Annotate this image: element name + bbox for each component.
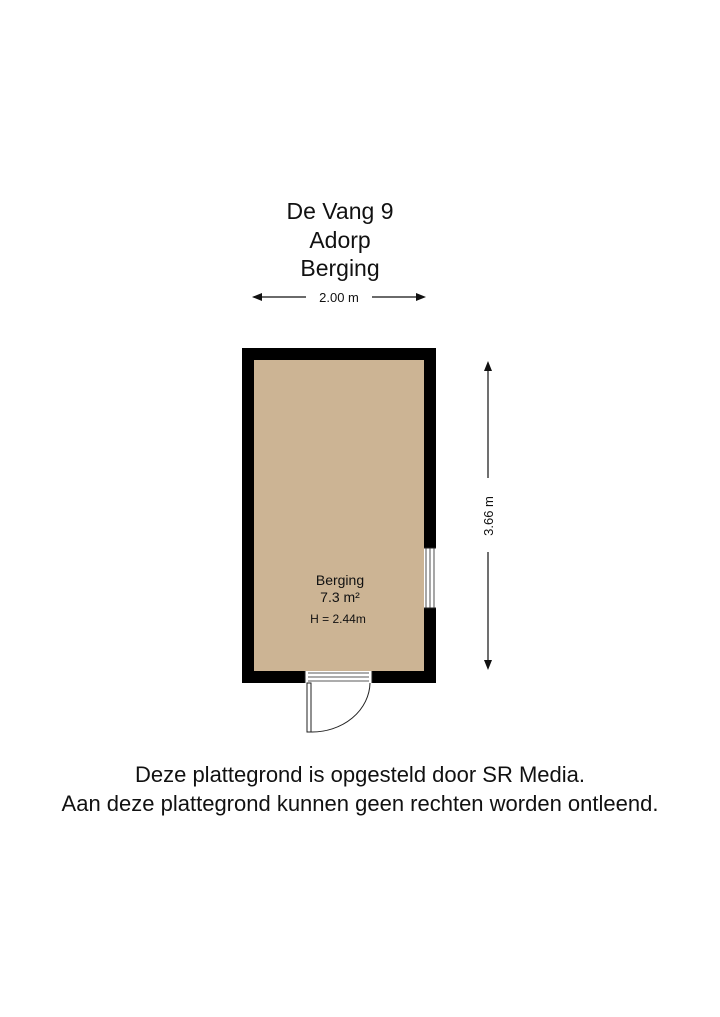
height-dimension	[481, 361, 496, 670]
arrow-right-icon	[416, 293, 426, 301]
disclaimer-line-1: Deze plattegrond is opgesteld door SR Media.	[134, 762, 586, 787]
city-title: Adorp	[309, 227, 371, 253]
room-ceiling-height: H = 2.44m	[310, 612, 366, 626]
arrow-down-icon	[484, 660, 492, 670]
room-area: 7.3 m²	[320, 589, 360, 605]
door-leaf	[307, 683, 311, 732]
width-label: 2.00 m	[319, 290, 359, 305]
door	[305, 671, 372, 732]
window	[424, 548, 436, 608]
height-label: 3.66 m	[481, 496, 496, 536]
floor-title: Berging	[300, 255, 380, 281]
arrow-left-icon	[252, 293, 262, 301]
address-title: De Vang 9	[286, 198, 394, 224]
door-swing-arc	[311, 683, 370, 732]
arrow-up-icon	[484, 361, 492, 371]
disclaimer-line-2: Aan deze plattegrond kunnen geen rechten worden ontleend.	[61, 791, 659, 816]
width-dimension	[252, 290, 426, 305]
room-name: Berging	[315, 572, 365, 588]
